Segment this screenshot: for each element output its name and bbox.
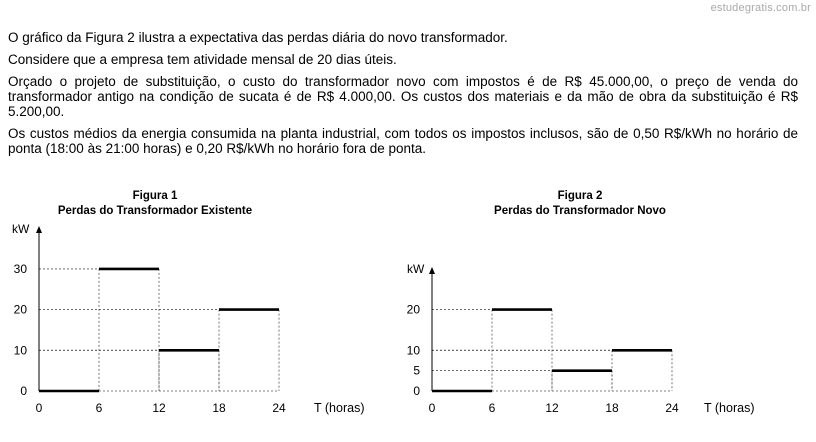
y-tick-label: 10 [406,343,420,358]
y-tick-label: 0 [20,384,27,398]
x-tick-label: 24 [665,401,679,415]
y-tick-label: 0 [413,384,420,398]
paragraph-1: O gráfico da Figura 2 ilustra a expectativa das perdas diária do novo transformador. [8,30,508,45]
y-axis-arrow [429,267,435,274]
x-tick-label: 0 [35,401,43,415]
y-axis-label: kW [12,222,30,236]
watermark: estudegratis.com.br [710,2,811,14]
paragraph-2: Considere que a empresa tem atividade mensal de 20 dias úteis. [8,52,397,67]
paragraph-3: Orçado o projeto de substituição, o custo do transformador novo com impostos é de R$ 45.000,00, o preço de venda do transformador antigo na condição de sucata é de R$ 4.000,00. Os custos dos materiais e da mão de obra da substituição é R$ 5.200,00. [8,74,798,119]
x-tick-label: 12 [152,401,166,415]
chart-title: Figura 2 [557,190,603,202]
paragraph-4: Os custos médios da energia consumida na planta industrial, com todos os impostos inclusos, são de 0,50 R$/kWh no horário de ponta (18:00 às 21:00 horas) e 0,20 R$/kWh no horário fora de ponta. [8,126,798,156]
y-tick-label: 20 [406,302,420,317]
x-tick-label: 6 [95,401,103,415]
x-tick-label: 18 [212,401,226,415]
x-tick-label: 18 [605,401,619,415]
y-axis-label: kW [407,262,425,276]
y-tick-label: 20 [13,302,27,317]
x-tick-label: 24 [272,401,286,415]
y-tick-label: 30 [13,261,27,276]
chart-subtitle: Perdas do Transformador Existente [57,205,253,217]
chart-title: Figura 1 [132,190,178,202]
x-tick-label: 0 [428,401,436,415]
y-tick-label: 10 [13,343,27,358]
x-axis-label: T (horas) [314,401,365,415]
chart-subtitle: Perdas do Transformador Novo [494,205,666,217]
y-tick-label: 5 [413,363,420,378]
x-axis-label: T (horas) [704,401,755,415]
x-tick-label: 6 [488,401,496,415]
x-tick-label: 12 [545,401,559,415]
